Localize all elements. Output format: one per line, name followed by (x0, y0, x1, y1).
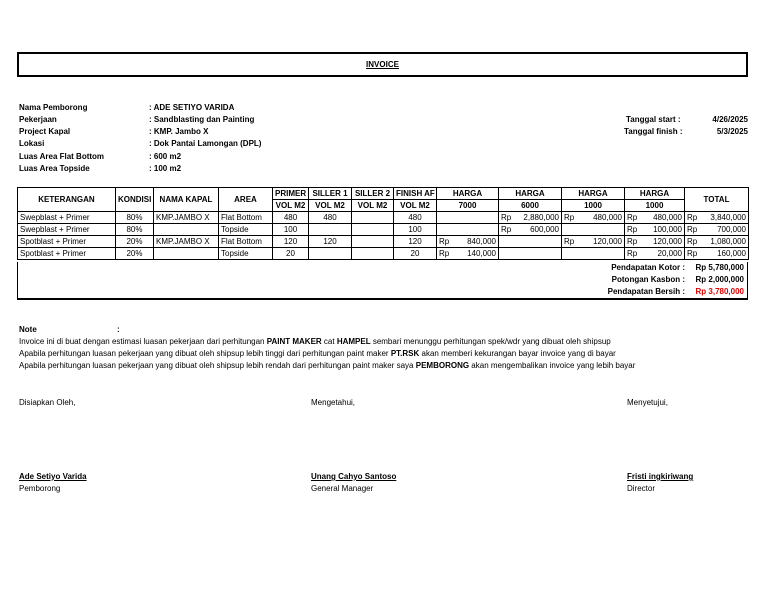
note-paint-maker: PAINT MAKER (266, 337, 322, 346)
cell-harga-2-amount: 600,000 (530, 225, 559, 234)
col-harga-1: HARGA (437, 188, 499, 200)
col-primer-vol: VOL M2 (273, 200, 309, 212)
note-line-3-text: Apabila perhitungan luasan pekerjaan yang dibuat oleh shipsup lebih rendah dari perhitungan paint maker saya (19, 361, 416, 370)
info-value-flat-bottom: : 600 m2 (149, 152, 182, 161)
note-pemborong: PEMBORONG (415, 361, 470, 370)
cell-siller2 (352, 212, 394, 224)
col-finish: FINISH AF (394, 188, 437, 200)
cell-total-currency: Rp (687, 249, 698, 258)
cell-area: Flat Bottom (219, 212, 273, 224)
col-total: TOTAL (685, 188, 749, 212)
signature-name-director: Fristi ingkiriwang (627, 472, 694, 481)
signature-name-pemborong: Ade Setiyo Varida (19, 472, 87, 481)
cell-harga-2 (499, 236, 562, 248)
cell-harga-2 (499, 248, 562, 260)
cell-kondisi: 80% (116, 224, 154, 236)
cell-harga-4-currency: Rp (627, 237, 638, 246)
cell-keterangan: Swepblast + Primer (18, 212, 116, 224)
cell-harga-4 (625, 248, 685, 260)
cell-total-amount: 700,000 (717, 225, 746, 234)
cell-nama-kapal: KMP.JAMBO X (154, 236, 219, 248)
note-line-2-end: akan memberi kekurangan bayar invoice yang di bayar (419, 349, 616, 358)
cell-nama-kapal: KMP.JAMBO X (154, 212, 219, 224)
cell-siller2 (352, 248, 394, 260)
cell-harga-3-currency: Rp (564, 237, 575, 246)
cell-harga-2-currency: Rp (501, 213, 512, 222)
invoice-title: INVOICE (366, 60, 399, 69)
cell-harga-4-currency: Rp (627, 213, 638, 222)
signature-caption-known: Mengetahui, (311, 398, 356, 407)
cell-harga-4 (625, 212, 685, 224)
info-label-project: Project Kapal (19, 127, 71, 136)
tanggal-start-value: 4/26/2025 (712, 115, 748, 124)
info-label-lokasi: Lokasi (19, 139, 45, 148)
info-value-lokasi: : Dok Pantai Lamongan (DPL) (149, 139, 262, 148)
col-siller1: SILLER 1 (309, 188, 352, 200)
cell-total-amount: 160,000 (717, 249, 746, 258)
col-siller2: SILLER 2 (352, 188, 394, 200)
cell-finish: 120 (394, 236, 437, 248)
col-finish-vol: VOL M2 (394, 200, 437, 212)
cell-area: Topside (219, 224, 273, 236)
cell-harga-4-amount: 100,000 (653, 225, 682, 234)
cell-harga-2-currency: Rp (501, 225, 512, 234)
signature-caption-approved: Menyetujui, (627, 398, 668, 407)
note-line-1 (19, 337, 611, 346)
table-row (18, 248, 749, 260)
cell-primer: 100 (273, 224, 309, 236)
col-harga-3-price: 1000 (562, 200, 625, 212)
note-hampel: HAMPEL (336, 337, 371, 346)
tanggal-start-label: Tanggal start : (626, 115, 681, 124)
col-primer: PRIMER (273, 188, 309, 200)
cell-harga-1 (437, 248, 499, 260)
cell-harga-2-amount: 2,880,000 (523, 213, 559, 222)
cell-keterangan: Swepblast + Primer (18, 224, 116, 236)
cell-kondisi: 20% (116, 248, 154, 260)
signature-role-director: Director (627, 484, 656, 493)
note-pt-rsk: PT.RSK (390, 349, 420, 358)
cell-keterangan: Spotblast + Primer (18, 236, 116, 248)
signature-name-gm: Unang Cahyo Santoso (311, 472, 397, 481)
cell-harga-2 (499, 212, 562, 224)
col-kondisi: KONDISI (116, 188, 154, 212)
cell-harga-3 (562, 236, 625, 248)
cell-keterangan: Spotblast + Primer (18, 248, 116, 260)
cell-harga-3-currency: Rp (564, 213, 575, 222)
note-colon: : (117, 325, 120, 334)
note-line-2 (19, 349, 616, 358)
col-area: AREA (219, 188, 273, 212)
cell-finish: 100 (394, 224, 437, 236)
info-label-pekerjaan: Pekerjaan (19, 115, 57, 124)
cell-harga-1-amount: 840,000 (467, 237, 496, 246)
cell-harga-1-amount: 140,000 (467, 249, 496, 258)
cell-total-currency: Rp (687, 225, 698, 234)
signature-caption-prepared: Disiapkan Oleh, (19, 398, 76, 407)
col-harga-4: HARGA (625, 188, 685, 200)
cell-harga-1 (437, 224, 499, 236)
cell-total-amount: 3,840,000 (710, 213, 746, 222)
pendapatan-kotor-value: Rp 5,780,000 (695, 263, 744, 272)
cell-area: Topside (219, 248, 273, 260)
cell-harga-2 (499, 224, 562, 236)
signature-role-gm: General Manager (311, 484, 374, 493)
info-label-topside: Luas Area Topside (19, 164, 90, 173)
cell-harga-4 (625, 236, 685, 248)
cell-kondisi: 20% (116, 236, 154, 248)
cell-harga-3-amount: 120,000 (593, 237, 622, 246)
cell-total (685, 212, 749, 224)
invoice-table (17, 187, 749, 260)
cell-primer: 20 (273, 248, 309, 260)
info-value-pemborong: : ADE SETIYO VARIDA (149, 103, 235, 112)
pendapatan-bersih-value: Rp 3,780,000 (695, 287, 744, 296)
info-label-pemborong: Nama Pemborong (19, 103, 88, 112)
summary-box (17, 262, 748, 300)
tanggal-finish-value: 5/3/2025 (716, 127, 748, 136)
cell-total-currency: Rp (687, 213, 698, 222)
cell-siller1: 480 (309, 212, 352, 224)
potongan-kasbon-value: Rp 2,000,000 (695, 275, 744, 284)
col-harga-1-price: 7000 (437, 200, 499, 212)
cell-kondisi: 80% (116, 212, 154, 224)
info-value-pekerjaan: : Sandblasting dan Painting (149, 115, 255, 124)
cell-siller1 (309, 248, 352, 260)
cell-harga-1 (437, 212, 499, 224)
col-harga-2-price: 6000 (499, 200, 562, 212)
cell-primer: 480 (273, 212, 309, 224)
invoice-title-box (17, 52, 748, 77)
cell-total (685, 248, 749, 260)
cell-nama-kapal (154, 224, 219, 236)
cell-siller2 (352, 236, 394, 248)
col-harga-4-price: 1000 (625, 200, 685, 212)
note-line-1-cat: cat (321, 337, 337, 346)
cell-harga-1-currency: Rp (439, 237, 450, 246)
table-row (18, 212, 749, 224)
table-row (18, 236, 749, 248)
tanggal-finish-label: Tanggal finish : (624, 127, 683, 136)
cell-harga-4-amount: 480,000 (653, 213, 682, 222)
cell-harga-3 (562, 248, 625, 260)
cell-total-amount: 1,080,000 (710, 237, 746, 246)
cell-area: Flat Bottom (219, 236, 273, 248)
col-siller1-vol: VOL M2 (309, 200, 352, 212)
cell-primer: 120 (273, 236, 309, 248)
cell-harga-4-amount: 20,000 (657, 249, 682, 258)
table-header-row (18, 188, 749, 200)
col-harga-2: HARGA (499, 188, 562, 200)
col-nama-kapal: NAMA KAPAL (154, 188, 219, 212)
cell-harga-3 (562, 224, 625, 236)
info-value-topside: : 100 m2 (149, 164, 182, 173)
cell-total (685, 236, 749, 248)
info-value-project: : KMP. Jambo X (149, 127, 209, 136)
note-line-1-text: Invoice ini di buat dengan estimasi luasan pekerjaan dari perhitungan (19, 337, 267, 346)
note-label: Note (19, 325, 37, 334)
note-line-3 (19, 361, 635, 370)
cell-harga-4-currency: Rp (627, 249, 638, 258)
cell-finish: 20 (394, 248, 437, 260)
table-row (18, 224, 749, 236)
cell-siller1: 120 (309, 236, 352, 248)
cell-harga-1 (437, 236, 499, 248)
cell-harga-3 (562, 212, 625, 224)
col-siller2-vol: VOL M2 (352, 200, 394, 212)
col-harga-3: HARGA (562, 188, 625, 200)
cell-nama-kapal (154, 248, 219, 260)
pendapatan-kotor-label: Pendapatan Kotor : (611, 263, 685, 272)
cell-harga-1-currency: Rp (439, 249, 450, 258)
cell-siller1 (309, 224, 352, 236)
cell-harga-4-currency: Rp (627, 225, 638, 234)
note-line-2-text: Apabila perhitungan luasan pekerjaan yang dibuat oleh shipsup lebih tinggi dari perhitungan paint maker (19, 349, 391, 358)
note-line-1-end: sembari menunggu perhitungan spek/wdr yang dibuat oleh shipsup (370, 337, 611, 346)
cell-harga-4-amount: 120,000 (653, 237, 682, 246)
cell-finish: 480 (394, 212, 437, 224)
signature-role-pemborong: Pemborong (19, 484, 61, 493)
cell-total (685, 224, 749, 236)
cell-harga-4 (625, 224, 685, 236)
cell-total-currency: Rp (687, 237, 698, 246)
cell-harga-3-amount: 480,000 (593, 213, 622, 222)
note-line-3-end: akan mengembalikan invoice yang lebih bayar (469, 361, 636, 370)
col-keterangan: KETERANGAN (18, 188, 116, 212)
info-label-flat-bottom: Luas Area Flat Bottom (19, 152, 105, 161)
pendapatan-bersih-label: Pendapatan Bersih : (607, 287, 685, 296)
cell-siller2 (352, 224, 394, 236)
potongan-kasbon-label: Potongan Kasbon : (611, 275, 685, 284)
